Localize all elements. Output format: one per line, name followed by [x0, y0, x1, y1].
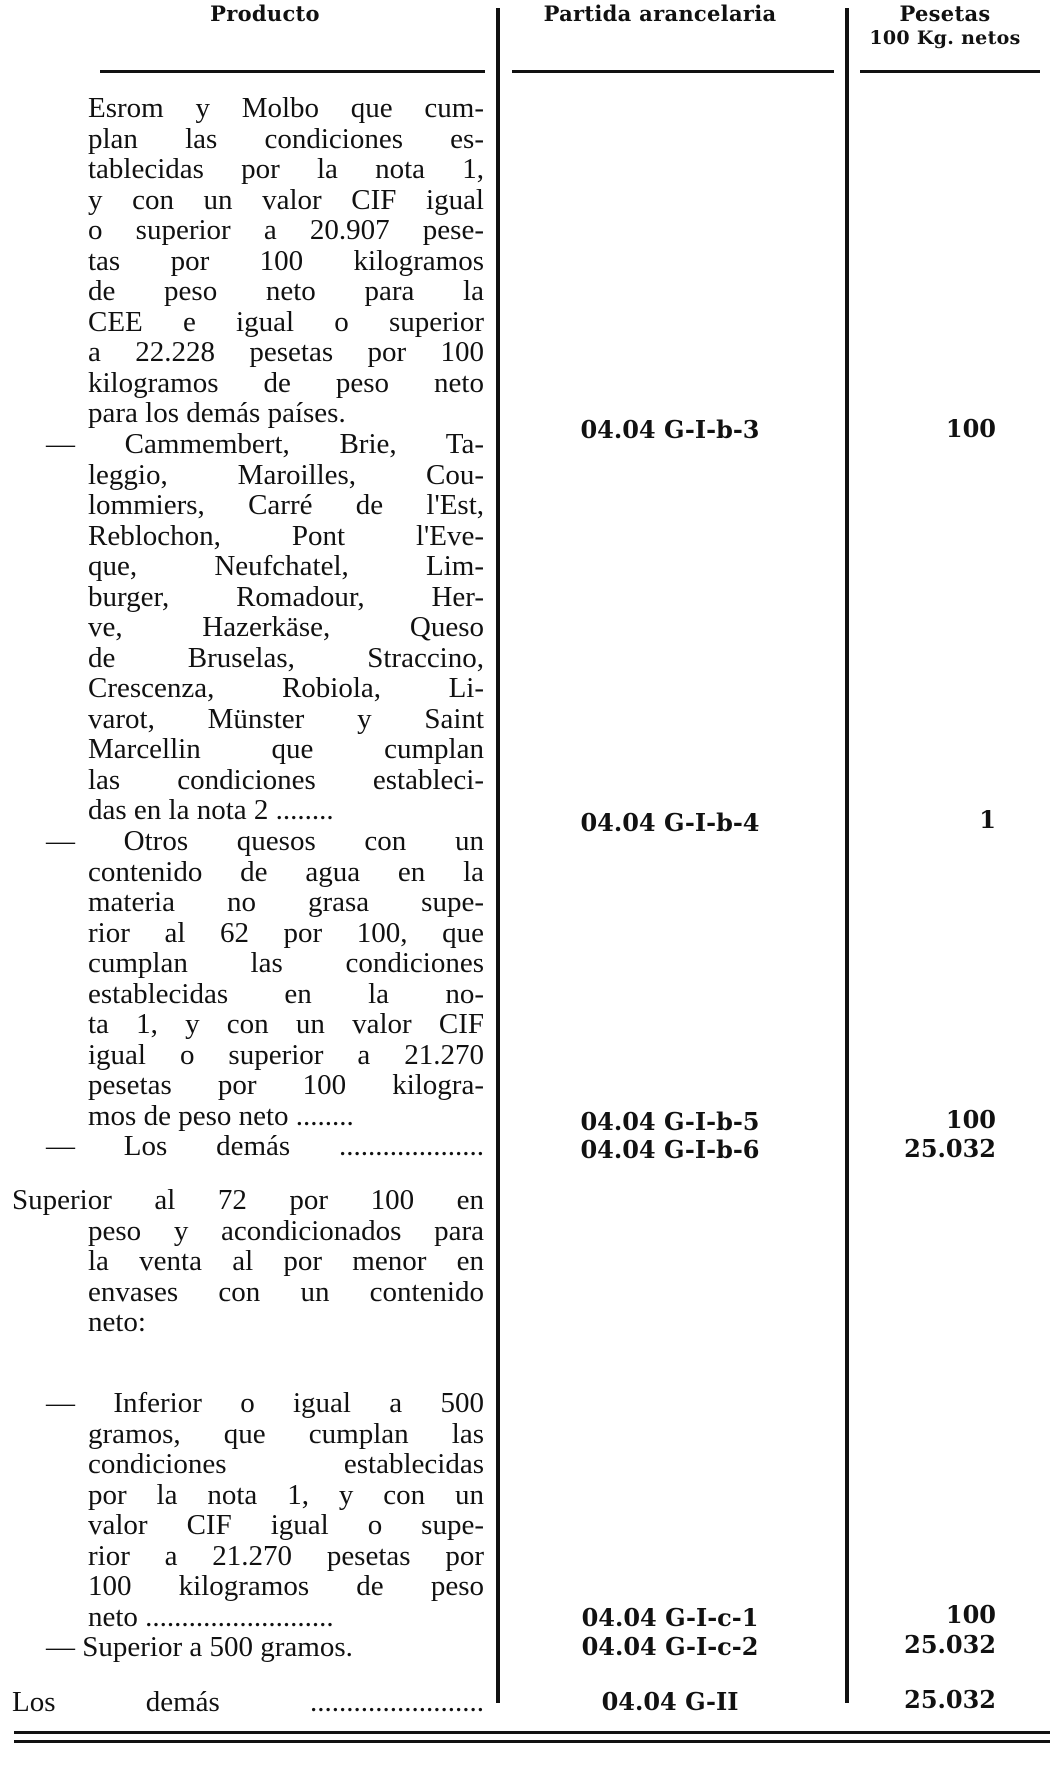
- tariff-code: 04.04 G-I-b-6: [580, 1135, 760, 1164]
- pesetas-value: 100: [945, 414, 996, 443]
- tariff-code: 04.04 G-I-b-5: [580, 1107, 760, 1136]
- text-line: neto ..........................: [88, 1600, 334, 1633]
- footer-rule-top: [14, 1731, 1050, 1734]
- tariff-code: 04.04 G-I-c-1: [581, 1603, 759, 1632]
- tariff-code: 04.04 G-I-b-3: [580, 415, 760, 444]
- text-line: ve, Hazerkäse, Queso: [88, 611, 484, 643]
- column-divider-2: [845, 8, 849, 1703]
- text-line: para los demás países.: [88, 397, 346, 429]
- tariff-code: 04.04 G-I-b-4: [580, 808, 760, 837]
- product-block-superior-500: [12, 1632, 484, 1663]
- text-line: tablecidas por la nota 1,: [88, 153, 484, 185]
- product-block-los-demas-1: [12, 1131, 484, 1162]
- pesetas-value: 25.032: [904, 1630, 996, 1659]
- product-block-superior-72: [12, 1185, 484, 1338]
- header-rule-producto: [100, 70, 485, 73]
- pesetas-value: 100: [945, 1600, 996, 1629]
- text-line: kilogramos de peso neto: [88, 366, 484, 399]
- text-line: — Inferior o igual a 500: [46, 1387, 484, 1419]
- text-line: CEE e igual o superior: [88, 305, 484, 338]
- text-line: materia no grasa supe-: [88, 886, 484, 918]
- pesetas-value: 25.032: [904, 1685, 996, 1714]
- text-line: Superior al 72 por 100 en: [12, 1184, 484, 1216]
- tariff-code: 04.04 G-I-c-2: [581, 1632, 759, 1661]
- text-line: establecidas en la no-: [88, 977, 484, 1010]
- text-line: — Cammembert, Brie, Ta-: [46, 428, 484, 460]
- text-line: la venta al por menor en: [88, 1245, 484, 1277]
- text-line: 100 kilogramos de peso: [88, 1570, 484, 1602]
- text-line: — Otros quesos con un: [46, 825, 484, 857]
- product-block-los-demas-2: [12, 1687, 484, 1718]
- text-line: burger, Romadour, Her-: [88, 580, 484, 613]
- column-header-pesetas: [840, 2, 1050, 50]
- text-line: cumplan las condiciones: [88, 947, 484, 979]
- text-line: rior al 62 por 100, que: [88, 916, 484, 949]
- text-line: por la nota 1, y con un: [88, 1478, 484, 1511]
- text-line: peso y acondicionados para: [88, 1214, 484, 1247]
- text-line: Marcellin que cumplan: [88, 733, 484, 765]
- text-line: de peso neto para la: [88, 275, 484, 307]
- column-header-partida: Partida arancelaria: [543, 1, 777, 26]
- text-line: Reblochon, Pont l'Eve-: [88, 519, 484, 552]
- header-rule-partida: [512, 70, 834, 73]
- tariff-code: 04.04 G-II: [601, 1687, 739, 1716]
- column-header-producto: Producto: [210, 1, 320, 26]
- text-line: de Bruselas, Straccino,: [88, 641, 484, 674]
- pesetas-header-line1: Pesetas: [899, 1, 991, 26]
- product-block-inferior-500: [12, 1388, 484, 1632]
- product-block-cammembert: [12, 429, 484, 826]
- text-line: o superior a 20.907 pese-: [88, 214, 484, 246]
- text-line: rior a 21.270 pesetas por: [88, 1539, 484, 1572]
- text-line: contenido de agua en la: [88, 855, 484, 888]
- text-line: mos de peso neto ........: [88, 1099, 354, 1132]
- header-rule-pesetas: [860, 70, 1040, 73]
- text-line: que, Neufchatel, Lim-: [88, 550, 484, 582]
- text-line: tas por 100 kilogramos: [88, 244, 484, 277]
- text-line: ta 1, y con un valor CIF: [88, 1008, 484, 1040]
- text-line: — Los demás ....................: [46, 1130, 484, 1162]
- text-line: plan las condiciones es-: [88, 122, 484, 155]
- product-block-esrom: [12, 93, 484, 429]
- pesetas-value: 100: [945, 1105, 996, 1134]
- text-line: y con un valor CIF igual: [88, 183, 484, 216]
- text-line: varot, Münster y Saint: [88, 702, 484, 735]
- text-line: condiciones establecidas: [88, 1448, 484, 1480]
- text-line: Los demás ........................: [12, 1686, 484, 1718]
- text-line: lommiers, Carré de l'Est,: [88, 489, 484, 521]
- text-line: envases con un contenido: [88, 1275, 484, 1308]
- pesetas-header-line2: 100 Kg. netos: [869, 27, 1021, 49]
- footer-rule-bottom: [14, 1740, 1050, 1743]
- column-divider-1: [496, 8, 500, 1703]
- text-line: valor CIF igual o supe-: [88, 1509, 484, 1541]
- text-line: — Superior a 500 gramos.: [46, 1631, 353, 1663]
- text-line: pesetas por 100 kilogra-: [88, 1069, 484, 1101]
- text-line: igual o superior a 21.270: [88, 1038, 484, 1071]
- pesetas-value: 1: [979, 805, 996, 834]
- text-line: las condiciones estableci-: [88, 763, 484, 796]
- text-line: leggio, Maroilles, Cou-: [88, 458, 484, 491]
- text-line: neto:: [88, 1306, 146, 1338]
- text-line: das en la nota 2 ........: [88, 794, 334, 826]
- product-block-otros-quesos: [12, 826, 484, 1131]
- text-line: Crescenza, Robiola, Li-: [88, 672, 484, 704]
- text-line: gramos, que cumplan las: [88, 1417, 484, 1450]
- text-line: Esrom y Molbo que cum-: [88, 92, 484, 124]
- pesetas-value: 25.032: [904, 1134, 996, 1163]
- text-line: a 22.228 pesetas por 100: [88, 336, 484, 368]
